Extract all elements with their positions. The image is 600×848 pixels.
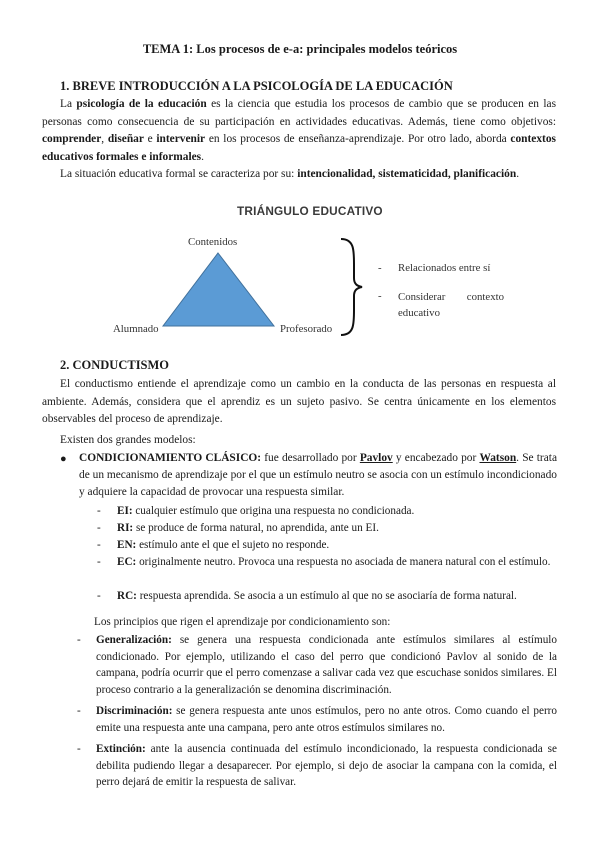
definition-item: - EC: originalmente neutro. Provoca una respuesta no asociada de manera natural con el estímulo. xyxy=(97,556,551,568)
principle-item: - Generalización: se genera una respuesta condicionada ante estímulos similares al estímulo condicionado. Por ejemplo, utilizando el caso del perro que condicionó Pavlov al sonido de la campana, podría ocurrir que el perro comenzase a salivar cada vez que escuchase sonidos similares. El proceso contrario a la generalización se denomina discriminación. xyxy=(77,634,557,696)
page-title: TEMA 1: Los procesos de e-a: principales modelos teóricos xyxy=(142,42,458,56)
curly-brace-icon xyxy=(336,236,366,338)
label-alumnado: Alumnado xyxy=(113,323,159,335)
diagram-bullet-2: Considerar contexto educativo xyxy=(398,291,504,319)
definition-item: - EN: estímulo ante el que el sujeto no responde. xyxy=(97,539,330,551)
definition-item: - EI: cualquier estímulo que origina una respuesta no condicionada. xyxy=(97,505,415,517)
section-1-paragraph-2: La situación educativa formal se caracteriza por su: intencionalidad, sistematicidad, planificación. xyxy=(60,168,520,180)
triangle-shape xyxy=(160,250,278,330)
diagram-title: TRIÁNGULO EDUCATIVO xyxy=(237,204,383,218)
section-1-heading: 1. BREVE INTRODUCCIÓN A LA PSICOLOGÍA DE LA EDUCACIÓN xyxy=(60,79,453,93)
diagram-bullet-1: Relacionados entre sí xyxy=(398,262,491,274)
definition-item: - RC: respuesta aprendida. Se asocia a un estímulo al que no se asociaría de forma natural. xyxy=(97,590,517,602)
section-1-paragraph-1: La psicología de la educación es la ciencia que estudia los procesos de cambio que se producen en las personas como consecuencia de su participación en actividades educativas. Además, tiene como objetivos: comprender, diseñar e intervenir en los procesos de enseñanza-aprendizaje. Por otro lado, aborda contextos educativos formales e informales. xyxy=(42,98,557,163)
principle-item: - Discriminación: se genera respuesta ante unos estímulos, pero no ante otros. Como cuando el perro emite una respuesta ante una campana, pero ante otros estímulos similares no. xyxy=(77,705,557,734)
principles-list xyxy=(77,632,557,791)
label-contenidos: Contenidos xyxy=(188,236,238,248)
label-profesorado: Profesorado xyxy=(280,323,333,335)
section-2-heading: 2. CONDUCTISMO xyxy=(60,358,170,372)
section-2-paragraph-1: El conductismo entiende el aprendizaje como un cambio en la conducta de las personas en respuesta al ambiente. Además, considera que el aprendiz es un sujeto pasivo. Se centra únicamente en los elementos observables del proceso de aprendizaje. xyxy=(42,378,556,425)
section-2-paragraph-2: Existen dos grandes modelos: xyxy=(60,434,196,446)
bullet-dot-icon: ● xyxy=(60,453,67,465)
definitions-list xyxy=(97,503,557,605)
principles-intro: Los principios que rigen el aprendizaje por condicionamiento son: xyxy=(94,616,391,628)
principle-item: - Extinción: ante la ausencia continuada del estímulo incondicionado, la respuesta condicionada se debilita pudiendo llegar a desaparecer. Por ejemplo, si dejo de asociar la campana con la comida, el perro dejará de emitir la respuesta de salivar. xyxy=(77,743,557,788)
definition-item: - RI: se produce de forma natural, no aprendida, ante un EI. xyxy=(97,522,379,534)
classical-conditioning-item: CONDICIONAMIENTO CLÁSICO: fue desarrollado por Pavlov y encabezado por Watson. Se trata de un mecanismo de aprendizaje por el que un estímulo neutro se asocia con un estímulo incondicionado y adquiere la capacidad de provocar una respuesta similar. xyxy=(79,452,558,498)
